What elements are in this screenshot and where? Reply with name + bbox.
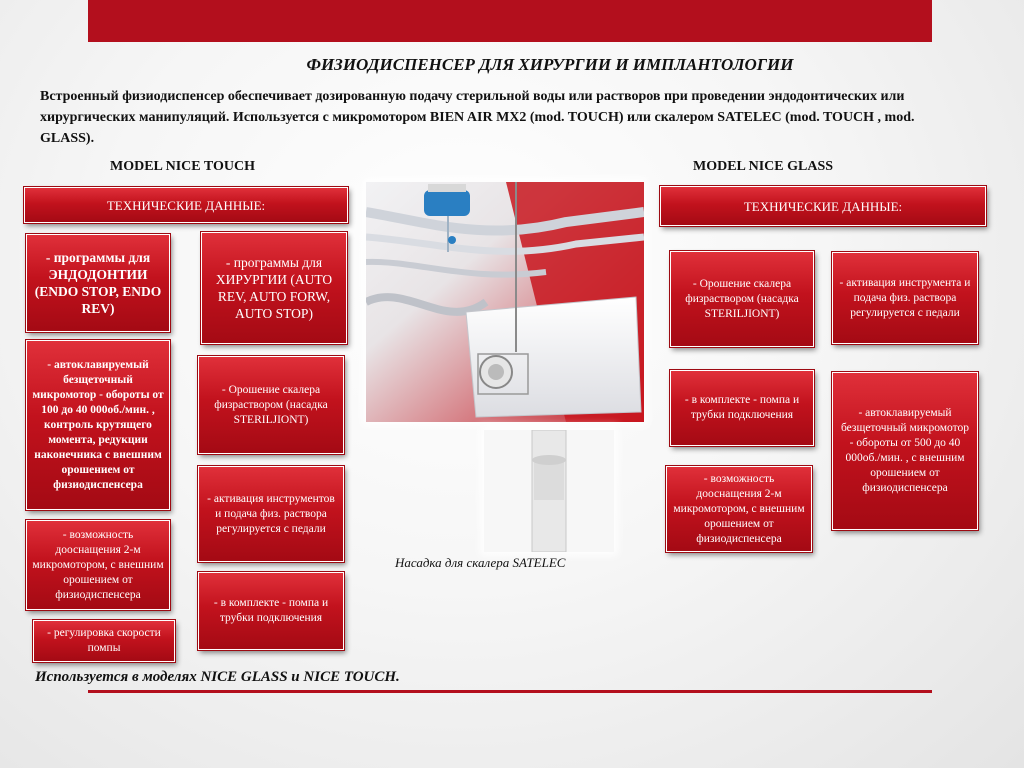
glass-kit-box: - в комплекте - помпа и трубки подключения	[670, 370, 814, 446]
touch-kit-box: - в комплекте - помпа и трубки подключения	[198, 572, 344, 650]
touch-micromotor-box: - автоклавируемый безщеточный микромотор - обороты от 100 до 40 000об./мин. , контроль крутящего момента, редукции наконечника с внешним орошением от физиодиспенсера	[26, 340, 170, 510]
touch-tech-data-header: ТЕХНИЧЕСКИЕ ДАННЫЕ:	[24, 187, 348, 223]
dental-unit-photo	[366, 182, 644, 422]
scaler-nozzle-caption: Насадка для скалера SATELEC	[395, 555, 566, 570]
intro-paragraph: Встроенный физиодиспенсер обеспечивает дозированную подачу стерильной воды или растворов при проведении эндодонтических или хирургических манипуляций. Используется с микромотором BIEN AIR MX2 (mod. TOUCH) или скалером SATELEC (mod. TOUCH , mod. GLASS).	[40, 89, 915, 146]
model-glass-label: MODEL NICE GLASS	[693, 159, 834, 174]
glass-scaler-irrigation-box: - Орошение скалера физраствором (насадка STERILJIONT)	[670, 251, 814, 347]
page-title: ФИЗИОДИСПЕНСЕР ДЛЯ ХИРУРГИИ И ИМПЛАНТОЛОГИИ	[306, 55, 794, 74]
glass-tech-data-header: ТЕХНИЧЕСКИЕ ДАННЫЕ:	[660, 186, 986, 226]
touch-surgery-programs-box: - программы для ХИРУРГИИ (AUTO REV, AUTO FORW, AUTO STOP)	[201, 232, 347, 344]
scaler-nozzle-photo	[484, 430, 614, 552]
glass-micromotor-box: - автоклавируемый безщеточный микромотор - обороты от 500 до 40 000об./мин. , с внешним орошением от физиодиспенсера	[832, 372, 978, 530]
dental-unit-image	[366, 182, 644, 422]
touch-activation-box: - активация инструментов и подача физ. раствора регулируется с педали	[198, 466, 344, 562]
touch-scaler-irrigation-box: - Орошение скалера физраствором (насадка STERILJIONT)	[198, 356, 344, 454]
model-touch-label: MODEL NICE TOUCH	[110, 159, 255, 174]
glass-activation-box: - активация инструмента и подача физ. раствора регулируется с педали	[832, 252, 978, 344]
footer-note: Используется в моделях NICE GLASS и NICE TOUCH.	[35, 669, 400, 685]
touch-pump-speed-box: - регулировка скорости помпы	[33, 620, 175, 662]
touch-extension-box: - возможность дооснащения 2-м микромотором, с внешним орошением от физиодиспенсера	[26, 520, 170, 610]
scaler-nozzle-image	[484, 430, 614, 552]
top-red-bar	[88, 0, 932, 42]
glass-extension-box: - возможность дооснащения 2-м микромотором, с внешним орошением от физиодиспенсера	[666, 466, 812, 552]
bottom-red-line	[88, 690, 932, 693]
touch-endo-programs-box: - программы для ЭНДОДОНТИИ (ENDO STOP, ENDO REV)	[26, 234, 170, 332]
